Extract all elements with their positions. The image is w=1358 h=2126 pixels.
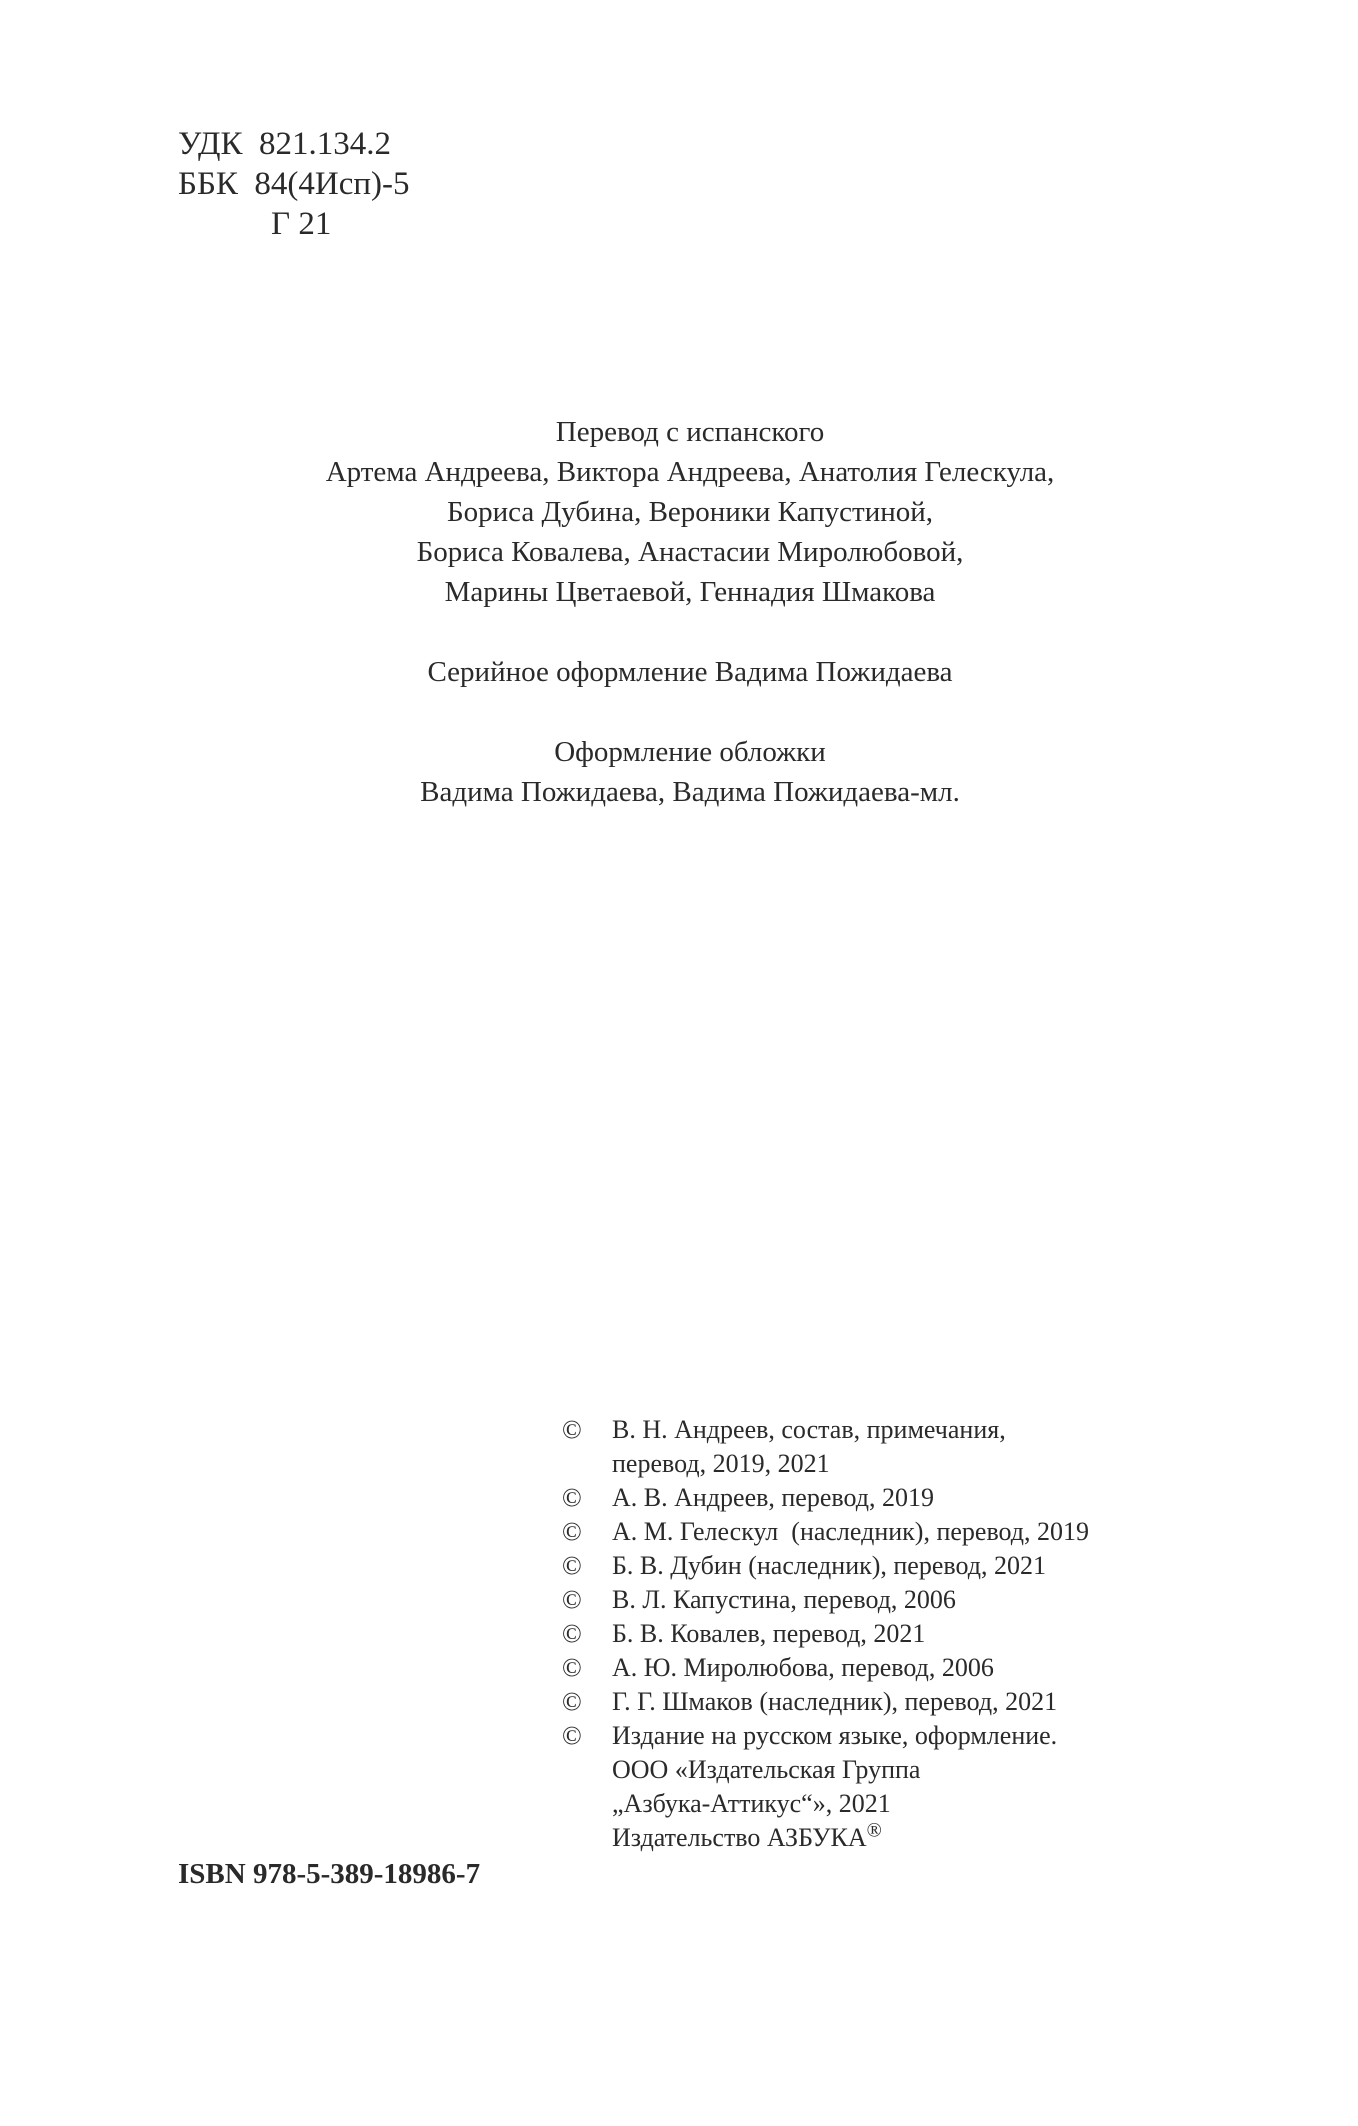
registered-mark: ®	[866, 1819, 882, 1842]
copyright-line-text: А. В. Андреев, перевод, 2019	[612, 1483, 934, 1512]
copyright-line	[612, 1719, 1057, 1753]
udk-code: УДК 821.134.2	[178, 126, 392, 162]
translator-line: Бориса Дубина, Вероники Капустиной,	[446, 496, 934, 528]
copyright-item	[562, 1651, 1089, 1685]
copyright-item	[562, 1481, 1089, 1515]
copyright-item	[562, 1413, 1089, 1481]
copyright-line-text: В. Л. Капустина, перевод, 2006	[612, 1585, 956, 1614]
copyright-item	[562, 1515, 1089, 1549]
copyright-line	[612, 1685, 1057, 1719]
copyright-line-text: Г. Г. Шмаков (наследник), перевод, 2021	[612, 1687, 1058, 1716]
copyright-text	[612, 1617, 925, 1651]
author-sign: Г 21	[271, 206, 332, 242]
copyright-symbol: ©	[562, 1687, 582, 1716]
copyright-text	[612, 1481, 934, 1515]
copyright-text	[612, 1651, 994, 1685]
cover-design-names: Вадима Пожидаева, Вадима Пожидаева-мл.	[420, 776, 960, 808]
copyright-line	[612, 1821, 1057, 1855]
copyright-line	[612, 1787, 1057, 1821]
cover-design-block	[0, 732, 1358, 812]
cover-design-heading: Оформление обложки	[554, 736, 826, 768]
copyright-line-text: А. М. Гелескул (наследник), перевод, 2019	[612, 1517, 1090, 1546]
copyright-line	[612, 1617, 925, 1651]
copyright-text	[612, 1413, 1006, 1481]
copyright-symbol: ©	[562, 1721, 582, 1750]
copyright-item	[562, 1685, 1089, 1719]
copyright-list	[562, 1413, 1089, 1855]
copyright-line-text: перевод, 2019, 2021	[612, 1449, 830, 1478]
copyright-symbol: ©	[562, 1619, 582, 1648]
copyright-symbol: ©	[562, 1415, 582, 1444]
classification-block	[178, 124, 410, 244]
translator-line: Артема Андреева, Виктора Андреева, Анатолия Гелескула,	[325, 456, 1055, 488]
copyright-item	[562, 1583, 1089, 1617]
copyright-line	[612, 1515, 1089, 1549]
copyright-text	[612, 1583, 956, 1617]
translators-block	[0, 412, 1358, 612]
copyright-line	[612, 1549, 1046, 1583]
copyright-line	[612, 1583, 956, 1617]
copyright-symbol: ©	[562, 1653, 582, 1682]
translator-line: Бориса Ковалева, Анастасии Миролюбовой,	[416, 536, 964, 568]
copyright-item	[562, 1617, 1089, 1651]
copyright-line	[612, 1447, 1006, 1481]
copyright-line-text: В. Н. Андреев, состав, примечания,	[612, 1415, 1006, 1444]
copyright-symbol: ©	[562, 1517, 582, 1546]
copyright-item	[562, 1719, 1089, 1855]
copyright-line-text: Издание на русском языке, оформление.	[612, 1721, 1058, 1750]
copyright-symbol: ©	[562, 1483, 582, 1512]
copyright-line-text: Б. В. Дубин (наследник), перевод, 2021	[612, 1551, 1046, 1580]
copyright-symbol: ©	[562, 1551, 582, 1580]
copyright-line	[612, 1753, 1057, 1787]
translation-heading: Перевод с испанского	[555, 416, 825, 448]
copyright-text	[612, 1685, 1057, 1719]
copyright-line	[612, 1481, 934, 1515]
series-design-credit: Серийное оформление Вадима Пожидаева	[427, 656, 953, 688]
copyright-symbol: ©	[562, 1585, 582, 1614]
copyright-line-text: Издательство АЗБУКА	[612, 1823, 867, 1852]
copyright-text	[612, 1515, 1089, 1549]
copyright-text	[612, 1549, 1046, 1583]
copyright-text	[612, 1719, 1057, 1855]
translator-line: Марины Цветаевой, Геннадия Шмакова	[444, 576, 936, 608]
copyright-line	[612, 1413, 1006, 1447]
copyright-line-text: А. Ю. Миролюбова, перевод, 2006	[612, 1653, 994, 1682]
copyright-line	[612, 1651, 994, 1685]
isbn: ISBN 978-5-389-18986-7	[178, 1858, 481, 1890]
bbk-code: ББК 84(4Исп)-5	[178, 166, 410, 202]
copyright-item	[562, 1549, 1089, 1583]
copyright-line-text: Б. В. Ковалев, перевод, 2021	[612, 1619, 926, 1648]
copyright-line-text: ООО «Издательская Группа	[612, 1755, 921, 1784]
copyright-line-text: „Азбука-Аттикус“», 2021	[612, 1789, 891, 1818]
